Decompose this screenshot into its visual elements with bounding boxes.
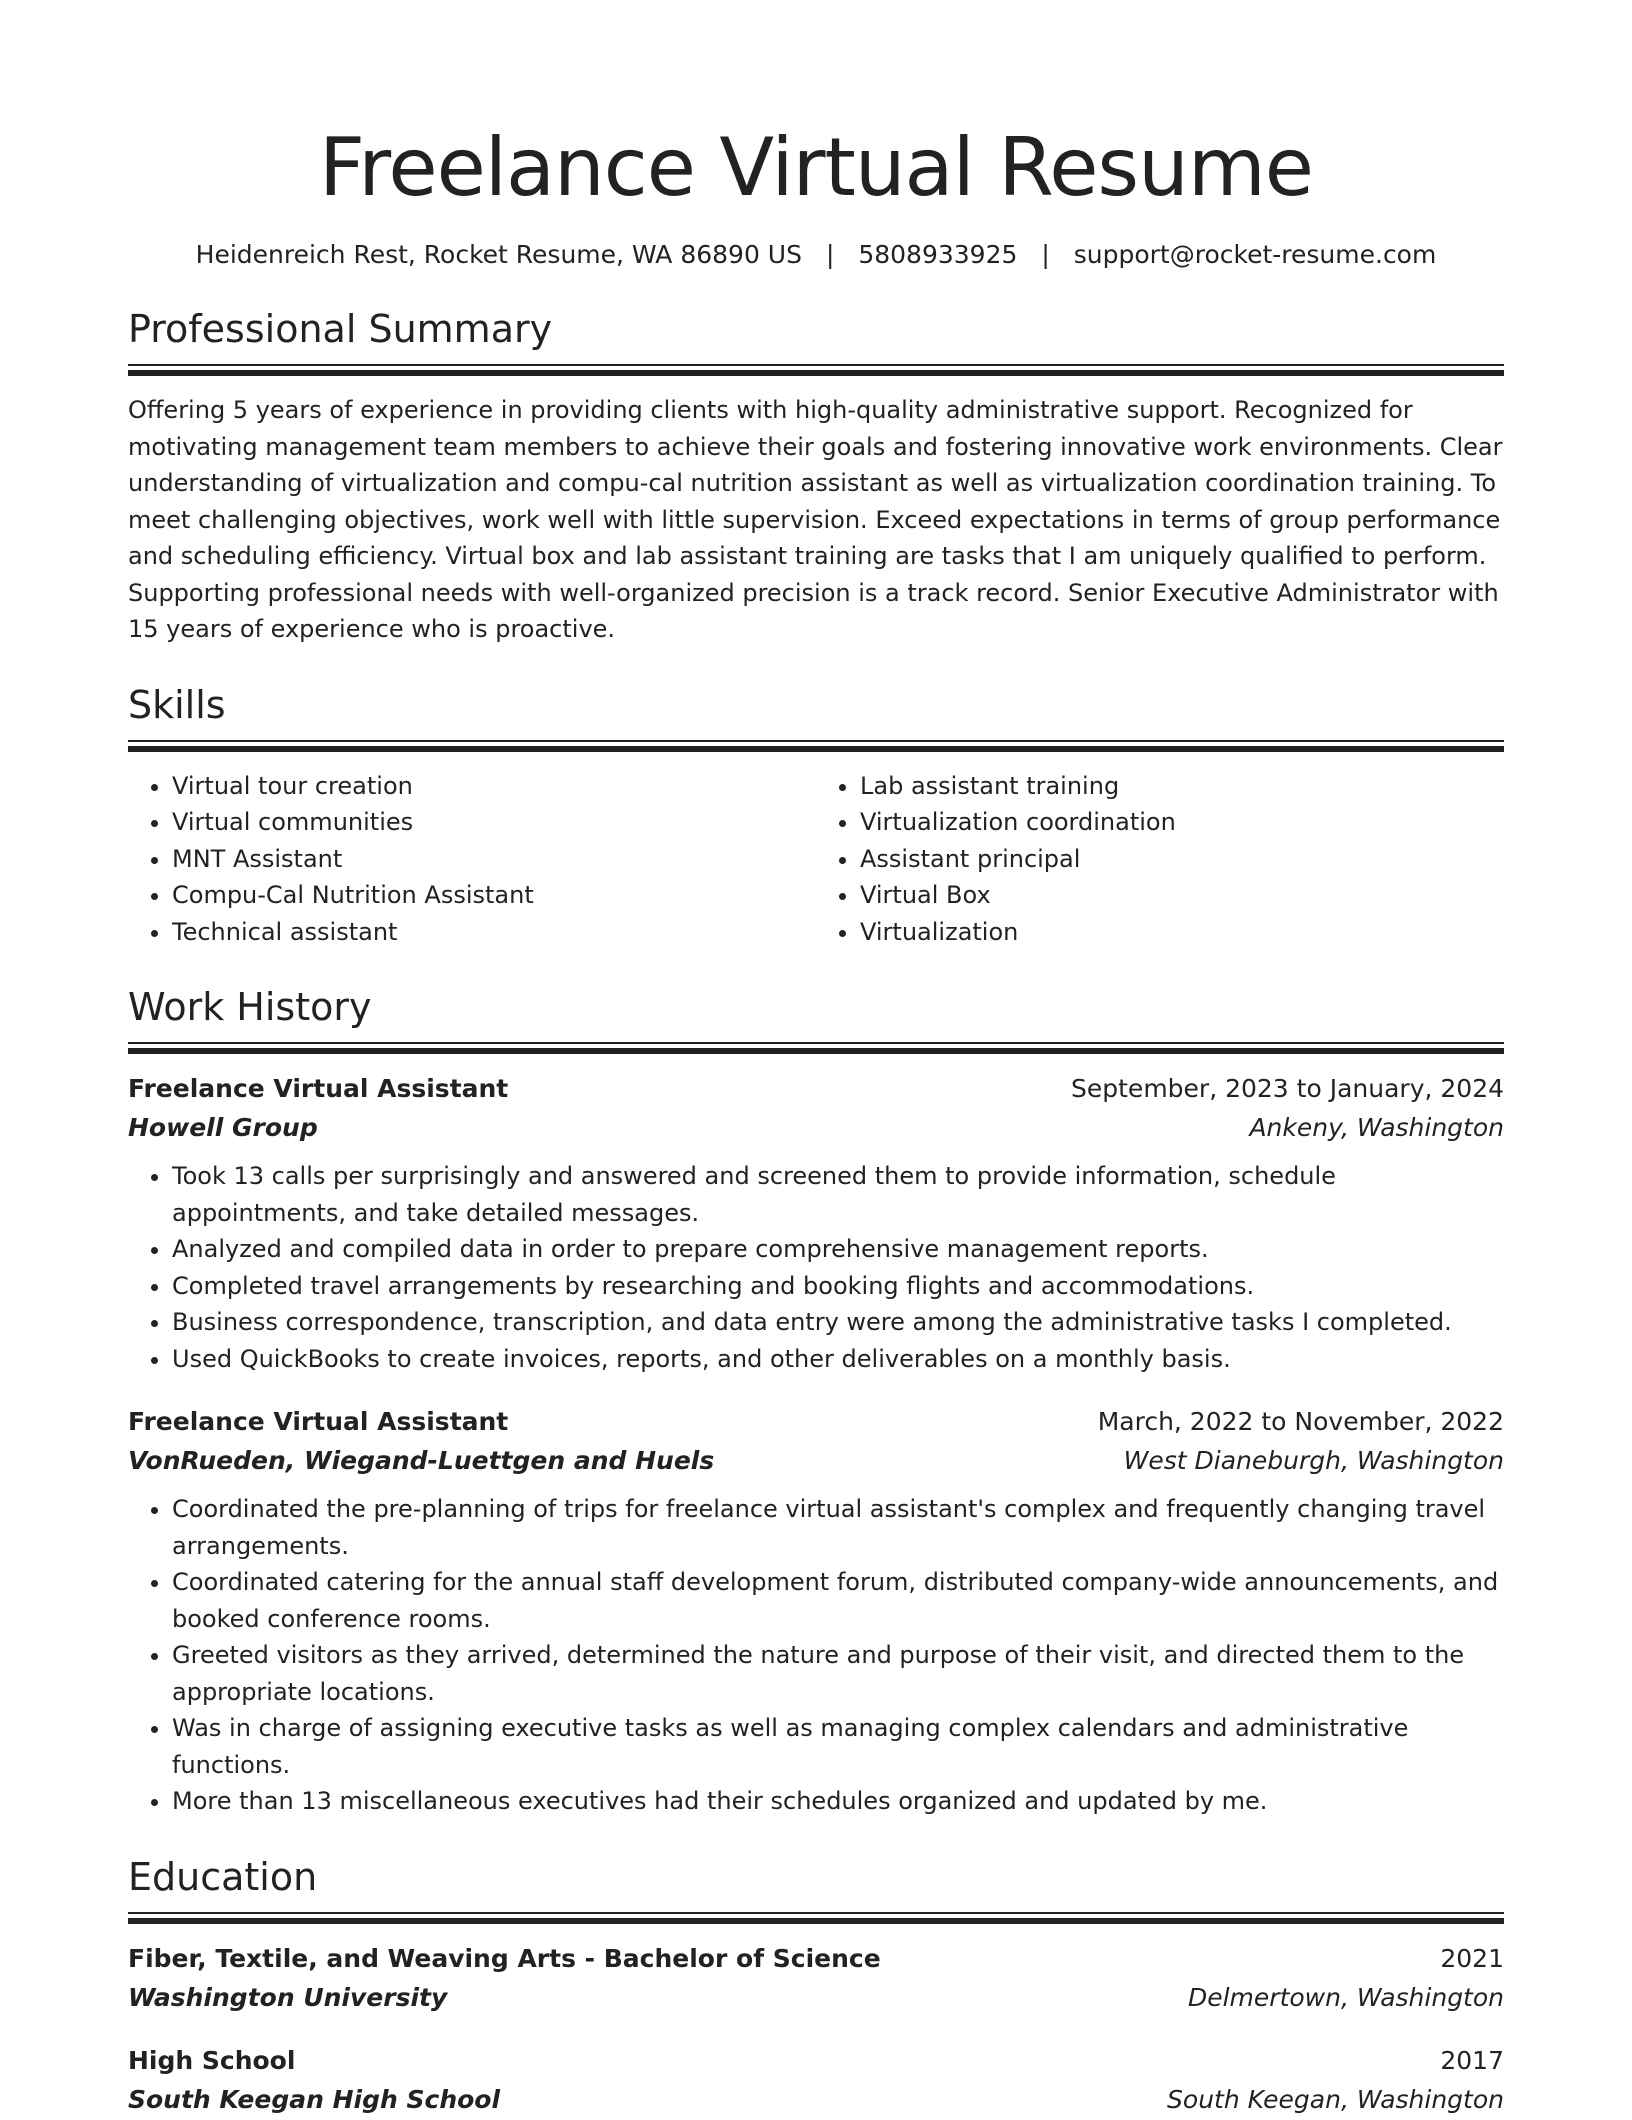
- education-degree: Fiber, Textile, and Weaving Arts - Bachelor of Science: [128, 1943, 881, 1973]
- job-duty: • Was in charge of assigning executive tasks as well as managing complex calendars and administrative functions.: [172, 1710, 1504, 1783]
- education-header-row: [128, 1940, 1504, 1978]
- section-divider: [128, 364, 1504, 366]
- job-duties: [128, 1158, 1504, 1377]
- section-divider: [128, 740, 1504, 742]
- education-location: South Keegan, Washington: [1167, 2084, 1504, 2114]
- skill-item: • Virtualization coordination: [860, 804, 1504, 841]
- job-entry: [128, 1070, 1504, 1377]
- section-divider: [128, 1912, 1504, 1914]
- job-duties: [128, 1491, 1504, 1820]
- job-duty: • Analyzed and compiled data in order to prepare comprehensive management reports.: [172, 1231, 1504, 1268]
- summary-heading: Professional Summary: [128, 307, 553, 351]
- resume-title: Freelance Virtual Resume: [319, 121, 1313, 214]
- job-dates: March, 2022 to November, 2022: [1097, 1407, 1504, 1436]
- contact-separator: |: [1041, 240, 1050, 269]
- education-school: South Keegan High School: [128, 2084, 501, 2114]
- job-duty: • Coordinated the pre-planning of trips for freelance virtual assistant's complex and frequently changing travel arrangements.: [172, 1491, 1504, 1564]
- job-org-row: [128, 1108, 1504, 1148]
- education-section: [128, 1854, 1504, 2120]
- education-school: Washington University: [128, 1982, 448, 2012]
- education-year: 2017: [1440, 2045, 1504, 2075]
- work-section: [128, 984, 1504, 1820]
- skills-columns: [128, 768, 1504, 951]
- education-header-row: [128, 2042, 1504, 2080]
- work-heading: Work History: [128, 985, 372, 1029]
- job-duty: • Completed travel arrangements by researching and booking flights and accommodations.: [172, 1268, 1504, 1305]
- job-location: West Dianeburgh, Washington: [1123, 1446, 1504, 1475]
- skills-heading: Skills: [128, 682, 226, 727]
- job-header-row: [128, 1403, 1504, 1441]
- skill-item: • Technical assistant: [172, 914, 816, 951]
- job-employer: VonRueden, Wiegand-Luettgen and Huels: [128, 1446, 715, 1475]
- contact-line: [128, 238, 1504, 272]
- contact-phone: 5808933925: [858, 240, 1018, 269]
- skill-item: • MNT Assistant: [172, 841, 816, 878]
- contact-address: Heidenreich Rest, Rocket Resume, WA 86890 US: [195, 240, 802, 269]
- education-school-row: [128, 2080, 1504, 2120]
- education-year: 2021: [1440, 1943, 1504, 1973]
- skill-item: • Virtual Box: [860, 877, 1504, 914]
- job-duty: • Used QuickBooks to create invoices, reports, and other deliverables on a monthly basis.: [172, 1341, 1504, 1378]
- skill-item: • Virtual communities: [172, 804, 816, 841]
- job-duty: • Business correspondence, transcription, and data entry were among the administrative tasks I completed.: [172, 1304, 1504, 1341]
- job-org-row: [128, 1441, 1504, 1481]
- job-dates: September, 2023 to January, 2024: [1071, 1074, 1504, 1103]
- education-entry: [128, 1940, 1504, 2018]
- job-employer: Howell Group: [128, 1113, 318, 1142]
- job-header-row: [128, 1070, 1504, 1108]
- summary-text: Offering 5 years of experience in providing clients with high-quality administrative support. Recognized for motivating management team members to achieve their goals and fostering innovative work environments. Clear understanding of virtualization and compu-cal nutrition assistant as well as virtualization coordination training. To meet challenging objectives, work well with little supervision. Exceed expectations in terms of group performance and scheduling efficiency. Virtual box and lab assistant training are tasks that I am uniquely qualified to perform. Supporting professional needs with well-organized precision is a track record. Senior Executive Administrator with 15 years of experience who is proactive.: [128, 396, 1503, 643]
- skill-item: • Virtualization: [860, 914, 1504, 951]
- job-duty: • Took 13 calls per surprisingly and answered and screened them to provide information, schedule appointments, and take detailed messages.: [172, 1158, 1504, 1231]
- job-entry: [128, 1403, 1504, 1820]
- skill-item: • Assistant principal: [860, 841, 1504, 878]
- job-duty: • Coordinated catering for the annual staff development forum, distributed company-wide announcements, and booked conference rooms.: [172, 1564, 1504, 1637]
- section-divider: [128, 1048, 1504, 1054]
- skill-item: • Compu-Cal Nutrition Assistant: [172, 877, 816, 914]
- job-duty: • Greeted visitors as they arrived, determined the nature and purpose of their visit, and directed them to the appropriate locations.: [172, 1637, 1504, 1710]
- skill-item: • Lab assistant training: [860, 768, 1504, 805]
- section-divider: [128, 1918, 1504, 1924]
- contact-separator: |: [825, 240, 835, 269]
- section-divider: [128, 1042, 1504, 1044]
- job-duty: • More than 13 miscellaneous executives had their schedules organized and updated by me.: [172, 1783, 1504, 1820]
- education-entry: [128, 2042, 1504, 2120]
- skills-list-right: [816, 768, 1504, 951]
- section-divider: [128, 746, 1504, 752]
- section-divider: [128, 370, 1504, 376]
- education-location: Delmertown, Washington: [1187, 1982, 1504, 2012]
- summary-section: [128, 306, 1504, 648]
- education-degree: High School: [128, 2045, 296, 2075]
- job-title: Freelance Virtual Assistant: [128, 1074, 509, 1103]
- skills-list-left: [128, 768, 816, 951]
- skill-item: • Virtual tour creation: [172, 768, 816, 805]
- job-title: Freelance Virtual Assistant: [128, 1407, 509, 1436]
- skills-section: [128, 682, 1504, 951]
- contact-email: support@rocket-resume.com: [1073, 240, 1437, 269]
- job-location: Ankeny, Washington: [1249, 1113, 1504, 1142]
- education-heading: Education: [128, 1854, 318, 1899]
- education-school-row: [128, 1978, 1504, 2018]
